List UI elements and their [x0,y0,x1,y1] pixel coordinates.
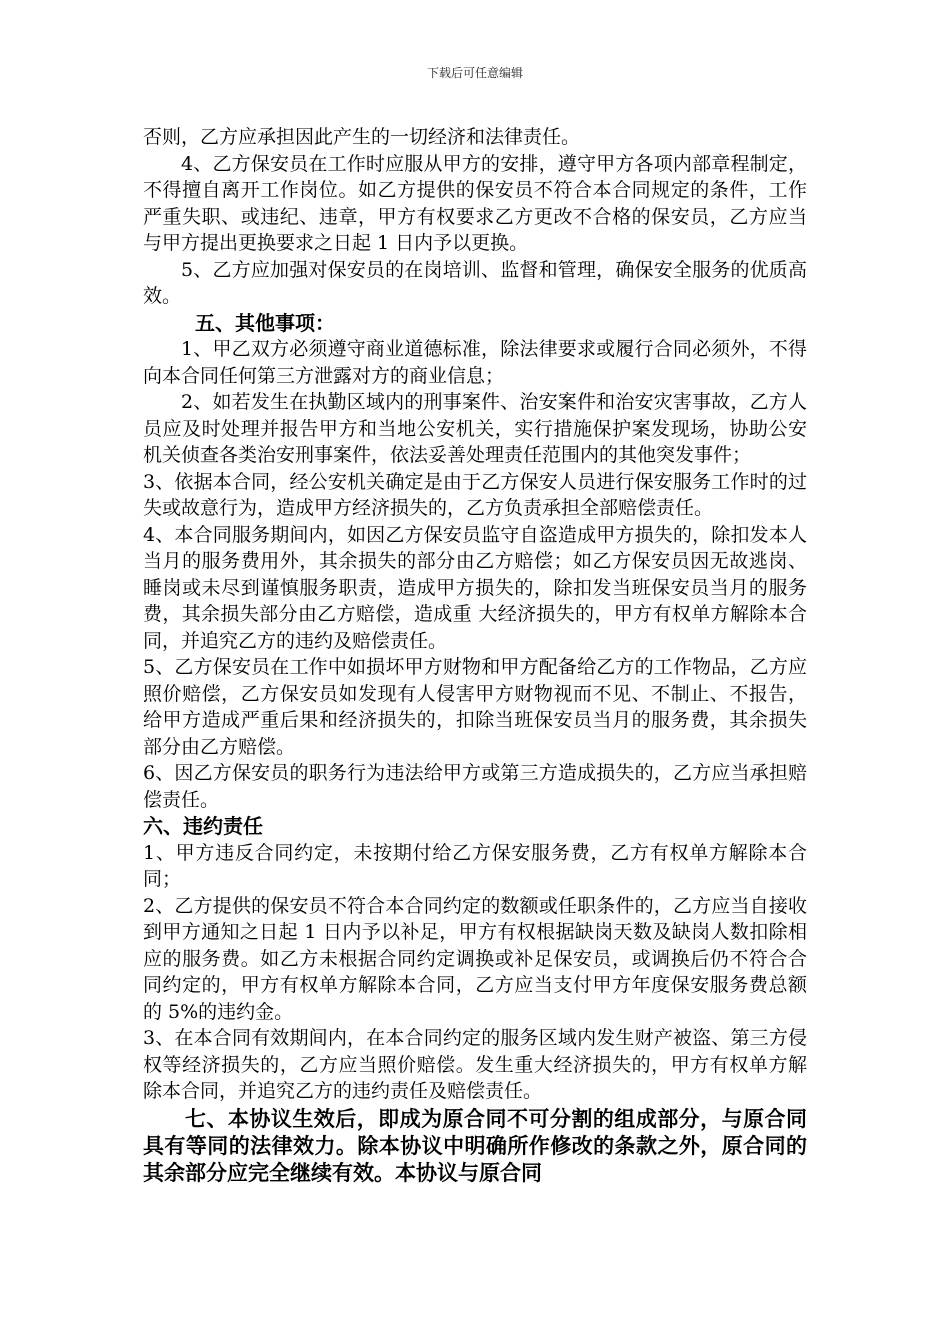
breach-clause-2: 2、乙方提供的保安员不符合本合同约定的数额或任职条件的，乙方应当自接收到甲方通知之日起 1 日内予以补足，甲方有权根据缺岗天数及缺岗人数扣除相应的服务费。如乙方未根据合同约定调换或补足保安员，或调换后仍不符合合同约定的，甲方有权单方解除本合同，乙方应当支付甲方年度保安服务费总额的 5%的违约金。 [143,894,807,1023]
breach-clause-1: 1、甲方违反合同约定，未按期付给乙方保安服务费，乙方有权单方解除本合同； [143,841,807,890]
breach-clause-3: 3、在本合同有效期间内，在本合同约定的服务区域内发生财产被盗、第三方侵权等经济损失的，乙方应当照价赔偿。发生重大经济损失的，甲方有权单方解除本合同，并追究乙方的违约责任及赔偿责任。 [143,1027,807,1102]
section-heading-other-matters: 五、其他事项： [195,310,335,335]
section-heading-breach: 六、违约责任 [143,814,263,838]
document-body [143,124,807,1186]
clause-4-theft-liability: 4、本合同服务期间内，如因乙方保安员监守自盗造成甲方损失的，除扣发本人当月的服务费用外，其余损失的部分由乙方赔偿；如乙方保安员因无故逃岗、睡岗或未尽到谨慎服务职责，造成甲方损失的，除扣发当班保安员当月的服务费，其余损失部分由乙方赔偿，造成重 大经济损失的，甲方有权单方解除本合同，并追究乙方的违约及赔偿责任。 [143,523,807,652]
paragraph-liability-continued: 否则，乙方应承担因此产生的一切经济和法律责任。 [143,126,581,148]
clause-4-guard-obey: 4、乙方保安员在工作时应服从甲方的安排，遵守甲方各项内部章程制定，不得擅自离开工作岗位。如乙方提供的保安员不符合本合同规定的条件，工作严重失职、或违纪、违章，甲方有权要求乙方更改不合格的保安员，乙方应当与甲方提出更换要求之日起 1 日内予以更换。 [143,152,807,254]
clause-5-training: 5、乙方应加强对保安员的在岗培训、监督和管理，确保安全服务的优质高效。 [143,258,807,307]
clause-1-confidentiality: 1、甲乙双方必须遵守商业道德标准，除法律要求或履行合同必须外，不得向本合同任何第三方泄露对方的商业信息； [143,338,807,387]
section-7-effectiveness: 七、本协议生效后，即成为原合同不可分割的组成部分，与原合同具有等同的法律效力。除本协议中明确所作修改的条款之外，原合同的其余部分应完全继续有效。本协议与原合同 [143,1105,807,1185]
clause-5-property-damage: 5、乙方保安员在工作中如损坏甲方财物和甲方配备给乙方的工作物品，乙方应照价赔偿，乙方保安员如发现有人侵害甲方财物视而不见、不制止、不报告，给甲方造成严重后果和经济损失的，扣除当班保安员当月的服务费，其余损失部分由乙方赔偿。 [143,656,807,758]
page-header: 下载后可任意编辑 [426,66,523,80]
clause-2-incidents: 2、如若发生在执勤区域内的刑事案件、治安案件和治安灾害事故，乙方人员应及时处理并报告甲方和当地公安机关，实行措施保护案发现场，协助公安机关侦查各类治安刑事案件，依法妥善处理责任范围内的其他突发事件； [143,391,807,466]
clause-6-illegal-acts: 6、因乙方保安员的职务行为违法给甲方或第三方造成损失的，乙方应当承担赔偿责任。 [143,762,807,811]
clause-3-fault-liability: 3、依据本合同，经公安机关确定是由于乙方保安人员进行保安服务工作时的过失或故意行为，造成甲方经济损失的，乙方负责承担全部赔偿责任。 [143,470,807,519]
